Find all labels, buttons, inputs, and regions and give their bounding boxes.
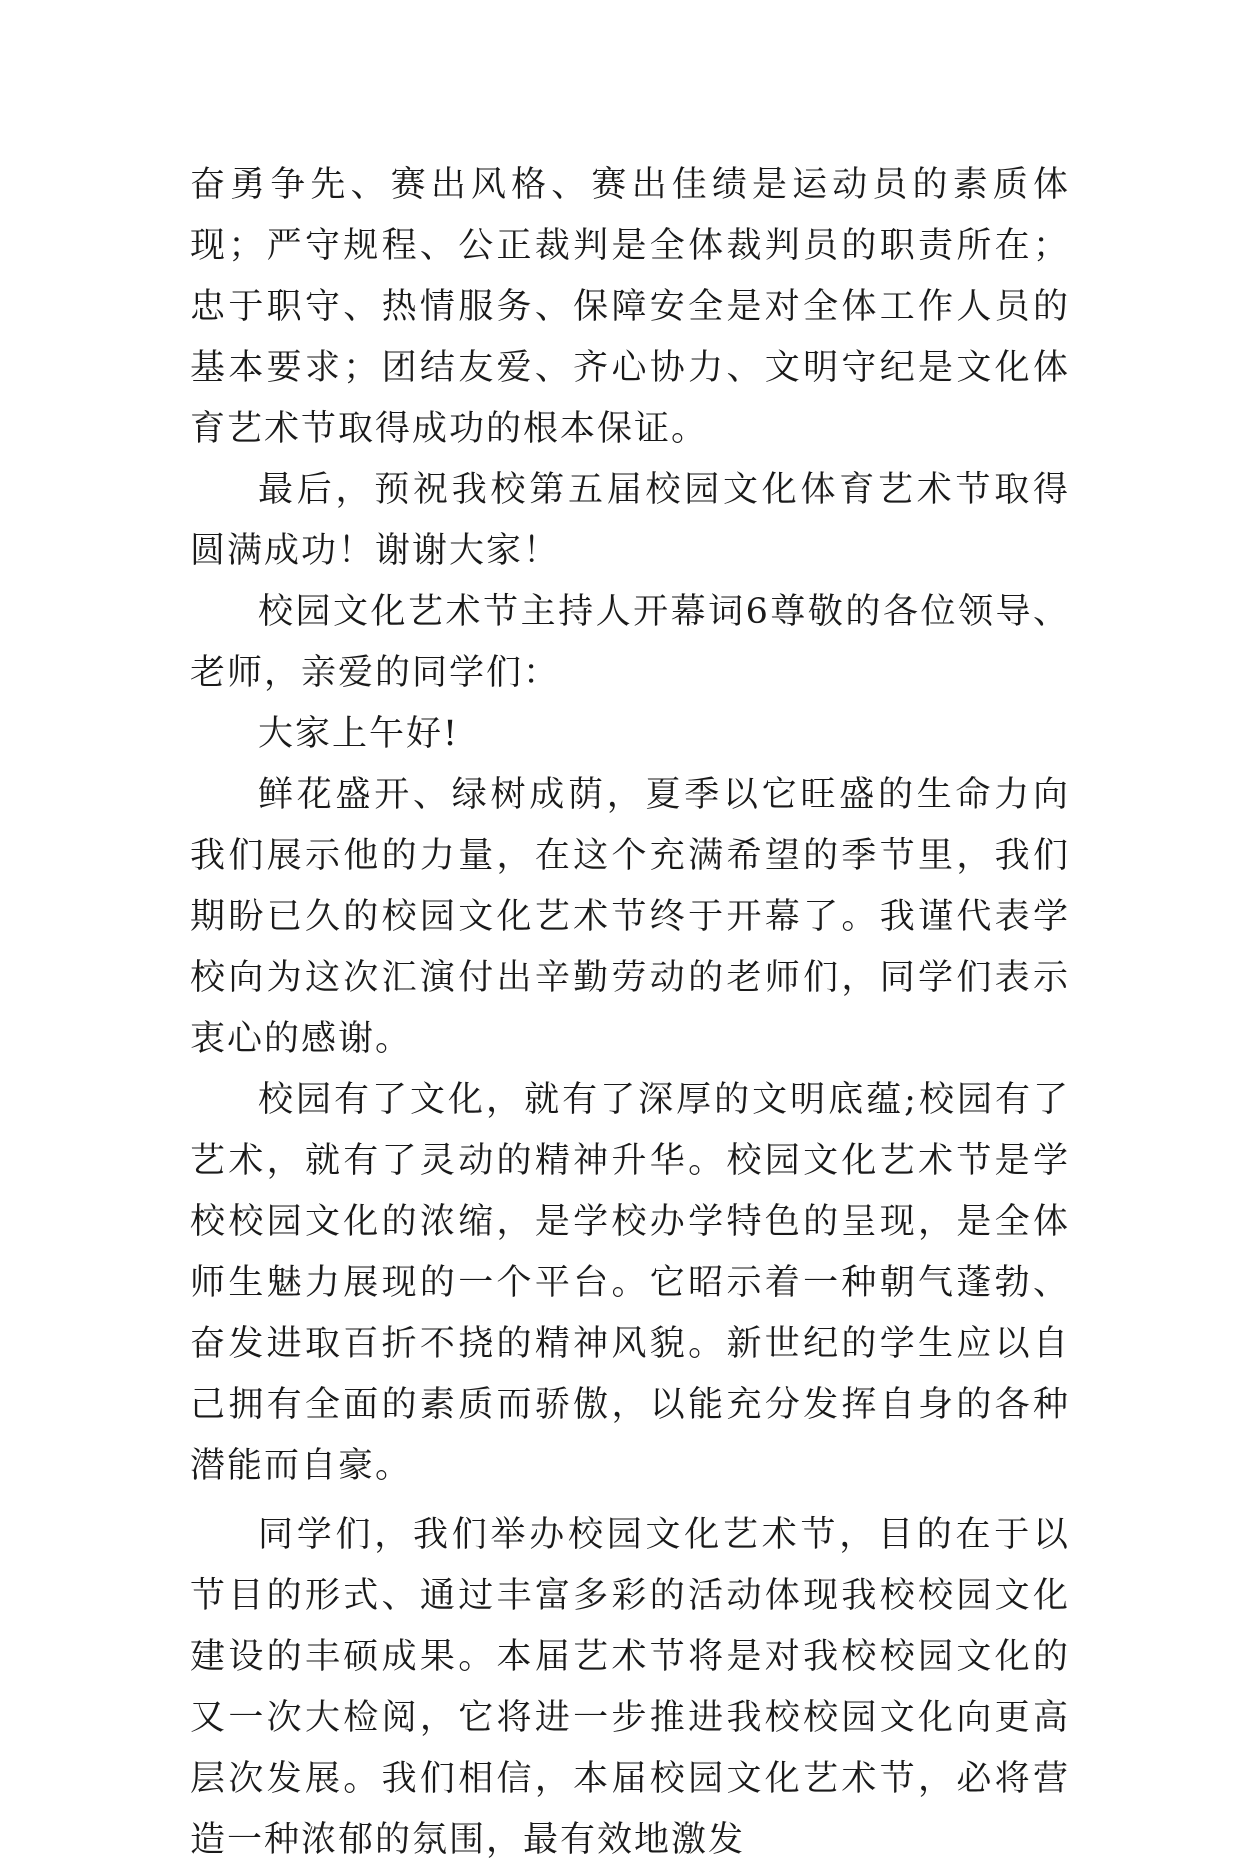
paragraph-opening-address-title: 校园文化艺术节主持人开幕词6尊敬的各位领导、老师，亲爱的同学们：	[190, 592, 1070, 693]
paragraph-festival-purpose: 同学们，我们举办校园文化艺术节，目的在于以节目的形式、通过丰富多彩的活动体现我校校园文化建设的丰硕成果。本届艺术节将是对我校校园文化的又一次大检阅，它将进一步推进我校校园文化向更高层次发展。我们相信，本届校园文化艺术节，必将营造一种浓郁的氛围，最有效地激发	[190, 1515, 1070, 1860]
document-body	[190, 155, 1070, 1871]
paragraph-closing-wishes: 最后，预祝我校第五届校园文化体育艺术节取得圆满成功！谢谢大家！	[190, 470, 1070, 571]
paragraph-campus-culture: 校园有了文化，就有了深厚的文明底蕴;校园有了艺术，就有了灵动的精神升华。校园文化艺术节是学校校园文化的浓缩，是学校办学特色的呈现，是全体师生魅力展现的一个平台。它昭示着一种朝气蓬勃、奋发进取百折不挠的精神风貌。新世纪的学生应以自己拥有全面的素质而骄傲，以能充分发挥自身的各种潜能而自豪。	[190, 1080, 1070, 1486]
paragraph-greeting: 大家上午好!	[258, 714, 460, 754]
paragraph-summer-festival: 鲜花盛开、绿树成荫，夏季以它旺盛的生命力向我们展示他的力量，在这个充满希望的季节里，我们期盼已久的校园文化艺术节终于开幕了。我谨代表学校向为这次汇演付出辛勤劳动的老师们，同学们表示衷心的感谢。	[190, 775, 1070, 1059]
paragraph-athletes-duties: 奋勇争先、赛出风格、赛出佳绩是运动员的素质体现；严守规程、公正裁判是全体裁判员的职责所在；忠于职守、热情服务、保障安全是对全体工作人员的基本要求；团结友爱、齐心协力、文明守纪是文化体育艺术节取得成功的根本保证。	[190, 165, 1070, 449]
